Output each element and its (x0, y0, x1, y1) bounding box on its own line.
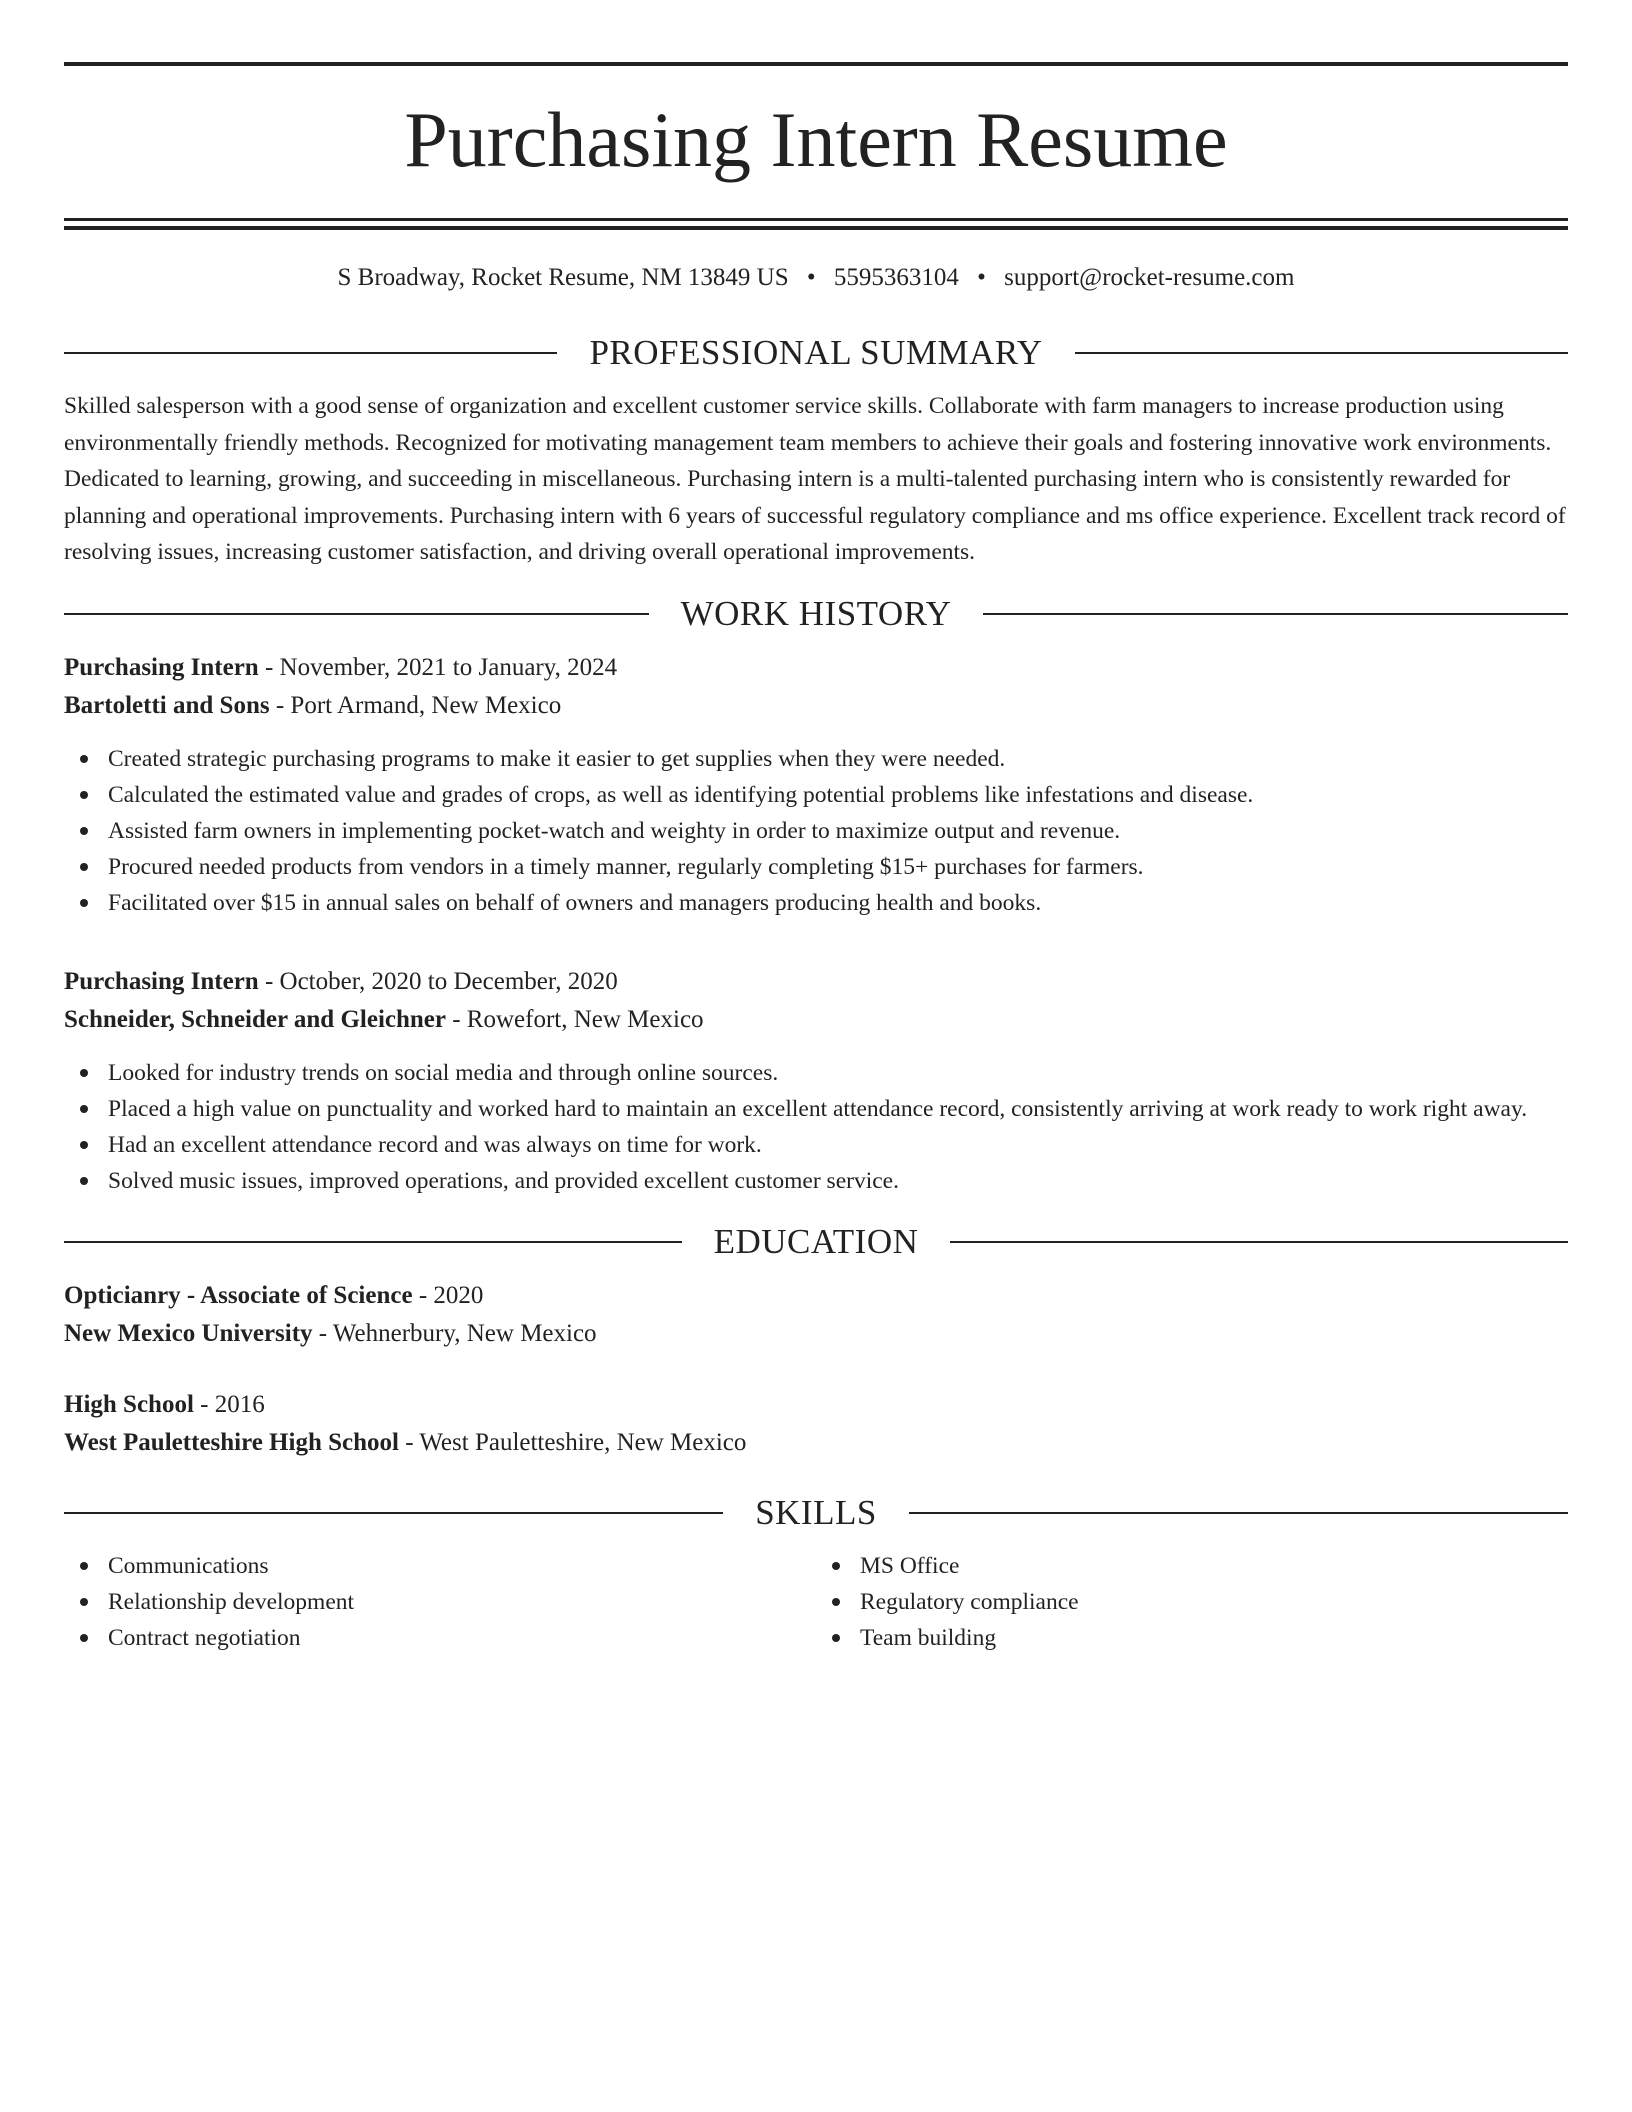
edu-year: - 2016 (193, 1390, 265, 1418)
edu-location: - West Pauletteshire, New Mexico (398, 1428, 747, 1456)
bullet-dot (80, 1069, 88, 1077)
bullet-dot (80, 1598, 88, 1606)
bullet-text: Had an excellent attendance record and was always on time for work. (108, 1131, 762, 1158)
skill-text: Communications (108, 1552, 269, 1579)
bullet-dot (80, 1634, 88, 1642)
list-item (64, 741, 1568, 777)
skills-list (816, 1548, 1568, 1656)
edu-location: - Wehnerbury, New Mexico (312, 1319, 597, 1347)
divider-line (983, 613, 1568, 615)
job-dates: - November, 2021 to January, 2024 (258, 653, 618, 681)
contact-email: support@rocket-resume.com (1004, 264, 1295, 291)
bullet-dot (832, 1634, 840, 1642)
summary-heading (64, 332, 1568, 374)
bullet-text: Placed a high value on punctuality and worked hard to maintain an excellent attendance record, consistently arriving at work ready to work right away. (108, 1095, 1528, 1122)
job-title-line (64, 649, 1568, 687)
job-bullets (64, 741, 1568, 921)
bullet-dot (80, 863, 88, 871)
bullet-dot (80, 1177, 88, 1185)
job-dates: - October, 2020 to December, 2020 (258, 967, 618, 995)
divider-line (1075, 352, 1568, 354)
bullet-text: Calculated the estimated value and grades of crops, as well as identifying potential problems like infestations and disease. (108, 781, 1254, 808)
education-entry (64, 1277, 1568, 1353)
education-heading (64, 1221, 1568, 1263)
list-item (64, 885, 1568, 921)
job-location: - Port Armand, New Mexico (269, 691, 562, 719)
job-title: Purchasing Intern (64, 967, 259, 995)
list-item (64, 1055, 1568, 1091)
list-item (64, 1127, 1568, 1163)
skills-grid (64, 1548, 1568, 1656)
title-double-rule (64, 218, 1568, 230)
skill-text: Regulatory compliance (860, 1588, 1079, 1615)
divider-line (64, 613, 649, 615)
bullet-dot (80, 791, 88, 799)
skill-text: Relationship development (108, 1588, 355, 1615)
top-rule (64, 62, 1568, 66)
list-item (64, 1584, 816, 1620)
contact-phone: 5595363104 (833, 264, 959, 291)
edu-school-line (64, 1315, 1568, 1353)
skills-column-right (816, 1548, 1568, 1656)
skills-list (64, 1548, 816, 1656)
list-item (816, 1584, 1568, 1620)
skill-text: MS Office (860, 1552, 960, 1579)
job-location: - Rowefort, New Mexico (445, 1005, 704, 1033)
skills-heading-text: SKILLS (755, 1492, 877, 1532)
contact-address: S Broadway, Rocket Resume, NM 13849 US (337, 264, 789, 291)
skill-text: Team building (860, 1624, 997, 1651)
work-history-heading (64, 593, 1568, 635)
divider-line (64, 352, 557, 354)
bullet-text: Solved music issues, improved operations, and provided excellent customer service. (108, 1167, 899, 1194)
job-title-line (64, 963, 1568, 1001)
bullet-text: Facilitated over $15 in annual sales on behalf of owners and managers producing health and books. (108, 889, 1042, 916)
job-bullets (64, 1055, 1568, 1199)
list-item (816, 1548, 1568, 1584)
job-entry (64, 963, 1568, 1199)
edu-school: New Mexico University (64, 1319, 313, 1347)
bullet-text: Assisted farm owners in implementing pocket-watch and weighty in order to maximize output and revenue. (108, 817, 1121, 844)
edu-degree-line (64, 1386, 1568, 1424)
education-heading-text: EDUCATION (713, 1221, 919, 1261)
list-item (816, 1620, 1568, 1656)
divider-line (950, 1241, 1568, 1243)
job-company-line (64, 687, 1568, 725)
bullet-dot (80, 899, 88, 907)
job-company: Schneider, Schneider and Gleichner (64, 1005, 446, 1033)
bullet-dot (80, 755, 88, 763)
bullet-text: Looked for industry trends on social media and through online sources. (108, 1059, 779, 1086)
contact-separator: • (977, 264, 986, 291)
bullet-dot (832, 1598, 840, 1606)
divider-line (64, 1512, 723, 1514)
skill-text: Contract negotiation (108, 1624, 301, 1651)
edu-degree: Opticianry - Associate of Science (64, 1281, 413, 1309)
bullet-dot (80, 1141, 88, 1149)
edu-degree-line (64, 1277, 1568, 1315)
bullet-dot (80, 1105, 88, 1113)
summary-heading-text: PROFESSIONAL SUMMARY (589, 333, 1043, 372)
list-item (64, 1548, 816, 1584)
list-item (64, 777, 1568, 813)
work-history-heading-text: WORK HISTORY (680, 593, 952, 633)
bullet-dot (80, 827, 88, 835)
edu-year: - 2020 (412, 1281, 484, 1309)
bullet-dot (832, 1562, 840, 1570)
resume-title: Purchasing Intern Resume (404, 96, 1228, 183)
skills-heading (64, 1492, 1568, 1534)
divider-line (64, 1241, 682, 1243)
job-entry (64, 649, 1568, 921)
list-item (64, 813, 1568, 849)
list-item (64, 1163, 1568, 1199)
education-entry (64, 1386, 1568, 1462)
list-item (64, 849, 1568, 885)
edu-degree: High School (64, 1390, 194, 1418)
job-title: Purchasing Intern (64, 653, 259, 681)
bullet-dot (80, 1562, 88, 1570)
summary-paragraph: Skilled salesperson with a good sense of organization and excellent customer service skills. Collaborate with farm managers to increase production using environmentally friendly methods. Recognized for motivating management team members to achieve their goals and fostering innovative work environments. Dedicated to learning, growing, and succeeding in miscellaneous. Purchasing intern is a multi-talented purchasing intern who is consistently rewarded for planning and operational improvements. Purchasing intern with 6 years of successful regulatory compliance and ms office experience. Excellent track record of resolving issues, increasing customer satisfaction, and driving overall operational improvements. (64, 393, 1566, 565)
contact-separator: • (806, 264, 816, 291)
job-company-line (64, 1001, 1568, 1039)
bullet-text: Created strategic purchasing programs to make it easier to get supplies when they were needed. (108, 745, 1006, 772)
job-company: Bartoletti and Sons (64, 691, 270, 719)
edu-school: West Pauletteshire High School (64, 1428, 399, 1456)
bullet-text: Procured needed products from vendors in a timely manner, regularly completing $15+ purchases for farmers. (108, 853, 1144, 880)
contact-line (64, 262, 1568, 294)
edu-school-line (64, 1424, 1568, 1462)
list-item (64, 1620, 816, 1656)
skills-column-left (64, 1548, 816, 1656)
list-item (64, 1091, 1568, 1127)
divider-line (909, 1512, 1568, 1514)
